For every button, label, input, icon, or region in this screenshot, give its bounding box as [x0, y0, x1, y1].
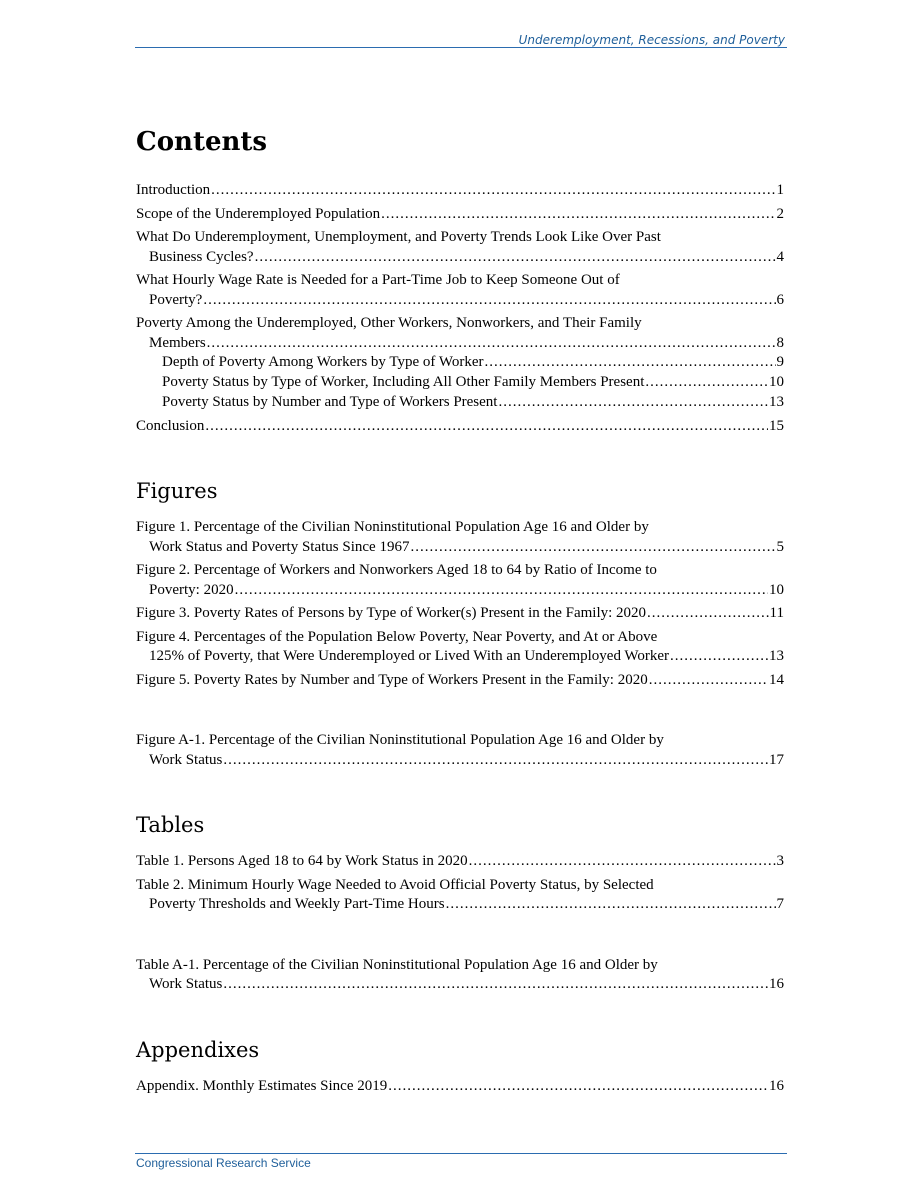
toc-entry-page: 9: [776, 354, 784, 370]
dot-leader: [446, 895, 776, 915]
dot-leader: [223, 975, 768, 995]
toc-entry-page: 1: [776, 182, 784, 198]
toc-entry-lead: Figure A-1. Percentage of the Civilian Noninstitutional Population Age 16 and Older by: [136, 732, 664, 748]
table-of-contents: [136, 124, 784, 1100]
dot-leader: [207, 334, 776, 354]
running-footer: Congressional Research Service: [136, 1156, 311, 1170]
toc-entry-page: 6: [776, 291, 784, 308]
toc-entry-page: 10: [769, 374, 784, 390]
toc-entry-label: Introduction: [136, 182, 211, 198]
toc-entry-page: 3: [776, 853, 784, 869]
toc-entry-page: 13: [769, 648, 784, 664]
figure-entry-1[interactable]: [136, 518, 784, 557]
figure-entry-3[interactable]: [136, 604, 784, 624]
toc-entry-label: Work Status and Poverty Status Since 1967: [149, 538, 410, 555]
toc-entry-page: 4: [776, 248, 784, 265]
dot-leader: [381, 205, 775, 225]
dot-leader: [203, 291, 775, 311]
toc-entry-label: Business Cycles?: [149, 248, 254, 265]
toc-entry-page: 5: [776, 538, 784, 555]
appendixes-heading: Appendixes: [136, 1037, 260, 1062]
toc-entry-label: Figure 5. Poverty Rates by Number and Type of Workers Present in the Family: 2020: [136, 671, 648, 688]
toc-entry-label: Depth of Poverty Among Workers by Type of Worker: [162, 354, 484, 370]
appendix-entry-monthly[interactable]: [136, 1077, 784, 1097]
toc-entry-page: 11: [769, 605, 784, 621]
dot-leader: [205, 417, 768, 437]
dot-leader: [647, 604, 769, 624]
toc-entry-label: Figure 3. Poverty Rates of Persons by Type of Worker(s) Present in the Family: 2020: [136, 605, 647, 621]
dot-leader: [485, 353, 776, 373]
dot-leader: [649, 671, 768, 691]
figure-entry-5[interactable]: [136, 671, 784, 691]
toc-entry-lead: Table A-1. Percentage of the Civilian Noninstitutional Population Age 16 and Older by: [136, 956, 658, 973]
footer-rule: [135, 1153, 787, 1154]
dot-leader: [410, 538, 775, 558]
toc-entry-label: Appendix. Monthly Estimates Since 2019: [136, 1077, 388, 1094]
toc-entry-label: Work Status: [149, 751, 223, 768]
toc-entry-label: Poverty Thresholds and Weekly Part-Time Hours: [149, 896, 445, 912]
dot-leader: [388, 1077, 768, 1097]
toc-entry-label: Members: [149, 334, 206, 351]
toc-entry-introduction[interactable]: [136, 181, 784, 201]
running-header: Underemployment, Recessions, and Poverty: [518, 33, 785, 47]
toc-entry-hourly-wage[interactable]: [136, 271, 784, 310]
toc-entry-label: Conclusion: [136, 417, 205, 434]
table-entry-1[interactable]: [136, 852, 784, 872]
table-entry-a1[interactable]: [136, 956, 784, 995]
dot-leader: [645, 373, 768, 393]
toc-entry-page: 2: [776, 205, 784, 222]
dot-leader: [498, 393, 768, 413]
toc-entry-page: 13: [769, 394, 784, 410]
toc-entry-lead: What Hourly Wage Rate is Needed for a Part-Time Job to Keep Someone Out of: [136, 272, 620, 288]
dot-leader: [223, 751, 768, 771]
toc-entry-trends[interactable]: [136, 228, 784, 267]
tables-heading: Tables: [136, 813, 205, 837]
toc-entry-page: 16: [769, 1077, 784, 1094]
dot-leader: [211, 181, 775, 201]
toc-entry-page: 8: [776, 334, 784, 351]
toc-entry-page: 15: [769, 417, 784, 434]
figure-entry-4[interactable]: [136, 628, 784, 667]
toc-subentry-depth[interactable]: [136, 353, 784, 373]
toc-entry-poverty-among[interactable]: [136, 314, 784, 353]
contents-heading: Contents: [136, 127, 268, 157]
toc-entry-label: Poverty Status by Number and Type of Workers Present: [162, 394, 498, 410]
toc-entry-scope[interactable]: [136, 205, 784, 225]
toc-entry-lead: Figure 1. Percentage of the Civilian Noninstitutional Population Age 16 and Older by: [136, 519, 649, 535]
toc-entry-lead: What Do Underemployment, Unemployment, and Poverty Trends Look Like Over Past: [136, 229, 661, 245]
toc-entry-conclusion[interactable]: [136, 417, 784, 437]
toc-entry-label: Poverty?: [149, 291, 203, 308]
table-entry-2[interactable]: [136, 876, 784, 915]
dot-leader: [670, 647, 768, 667]
dot-leader: [235, 581, 768, 601]
toc-entry-label: Poverty Status by Type of Worker, Including All Other Family Members Present: [162, 374, 645, 390]
figure-entry-a1[interactable]: [136, 731, 784, 770]
toc-entry-page: 10: [769, 581, 784, 598]
dot-leader: [469, 852, 776, 872]
toc-entry-label: Work Status: [149, 976, 223, 992]
toc-subentry-status-number[interactable]: [136, 393, 784, 413]
dot-leader: [255, 248, 776, 268]
toc-entry-page: 14: [769, 671, 784, 688]
toc-entry-page: 16: [769, 976, 784, 992]
toc-entry-page: 17: [769, 751, 784, 768]
toc-entry-lead: Table 2. Minimum Hourly Wage Needed to Avoid Official Poverty Status, by Selected: [136, 876, 654, 893]
toc-entry-lead: Figure 4. Percentages of the Population Below Poverty, Near Poverty, and At or Above: [136, 628, 658, 645]
header-rule: [135, 47, 787, 48]
toc-entry-lead: Figure 2. Percentage of Workers and Nonworkers Aged 18 to 64 by Ratio of Income to: [136, 562, 657, 578]
toc-entry-label: Table 1. Persons Aged 18 to 64 by Work Status in 2020: [136, 853, 468, 869]
toc-entry-label: 125% of Poverty, that Were Underemployed or Lived With an Underemployed Worker: [149, 648, 670, 664]
toc-entry-page: 7: [776, 896, 784, 912]
toc-entry-label: Scope of the Underemployed Population: [136, 205, 381, 222]
figure-entry-2[interactable]: [136, 561, 784, 600]
toc-entry-label: Poverty: 2020: [149, 581, 234, 598]
toc-entry-lead: Poverty Among the Underemployed, Other Workers, Nonworkers, and Their Family: [136, 315, 642, 331]
figures-heading: Figures: [136, 479, 218, 503]
toc-subentry-status-type[interactable]: [136, 373, 784, 393]
